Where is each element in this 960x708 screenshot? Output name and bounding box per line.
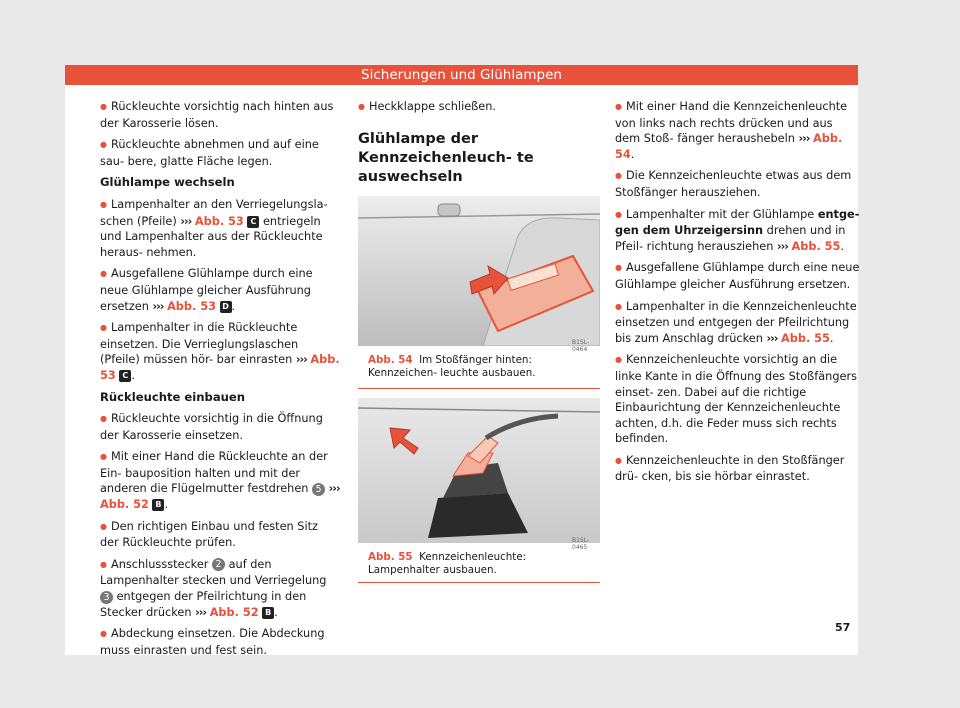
figure-code: B1SL-0465 (572, 537, 590, 551)
figure-part-badge: D (220, 301, 232, 313)
callout-number: 2 (212, 558, 225, 571)
figure-label: Abb. 54 (368, 354, 413, 366)
step-text: ● Ausgefallene Glühlampe durch eine neue Glühlampe gleicher Ausführung ersetzen ››› Abb. 53 D . (100, 266, 340, 314)
step-text: ● Lampenhalter an den Verriegelungsla- schen (Pfeile) ››› Abb. 53 C entriegeln und Lampenhalter aus der Rückleuchte heraus- nehmen. (100, 197, 340, 260)
figure-part-badge: C (119, 370, 131, 382)
step-text: ● Abdeckung einsetzen. Die Abdeckung muss einrasten und fest sein. (100, 626, 340, 658)
page-number: 57 (835, 621, 851, 634)
figure-part-badge: C (247, 216, 259, 228)
callout-number: 5 (312, 483, 325, 496)
step-text: ● Rückleuchte vorsichtig in die Öffnung der Karosserie einsetzen. (100, 411, 340, 443)
step-text: ● Mit einer Hand die Rückleuchte an der Ein- bauposition halten und mit der anderen die Flügelmutter festdrehen 5 ››› Abb. 52 B . (100, 449, 340, 512)
figure-link[interactable]: Abb. 53 (167, 299, 216, 313)
figure-link[interactable]: Abb. 52 (100, 498, 149, 512)
figure-caption: Abb. 54 Im Stoßfänger hinten: Kennzeichen- leuchte ausbauen. (368, 354, 536, 379)
figure-link[interactable]: Abb. 55 (781, 331, 830, 345)
figure-part-badge: B (152, 499, 164, 511)
step-text: ● Rückleuchte vorsichtig nach hinten aus der Karosserie lösen. (100, 99, 340, 131)
page-header: Sicherungen und Glühlampen (65, 65, 858, 85)
figure-image (358, 196, 600, 346)
figure-part-badge: B (262, 607, 274, 619)
figure-55 (358, 398, 600, 583)
figure-image (358, 398, 600, 543)
step-text: ● Die Kennzeichenleuchte etwas aus dem Stoßfänger herausziehen. (615, 168, 860, 200)
column-right (615, 99, 860, 491)
step-text: ● Lampenhalter mit der Glühlampe entge- gen dem Uhrzeigersinn drehen und in Pfeil- richtung herausziehen ››› Abb. 55. (615, 207, 860, 255)
step-text: ● Lampenhalter in die Rückleuchte einsetzen. Die Verrieglungslaschen (Pfeile) müssen hör- bar einrasten ››› Abb. 53 C . (100, 320, 340, 383)
step-text: ● Anschlussstecker 2 auf den Lampenhalter stecken und Verriegelung 3 entgegen der Pfeilrichtung in den Stecker drücken ››› Abb. 52 B . (100, 557, 340, 620)
figure-link[interactable]: Abb. 52 (209, 605, 259, 619)
column-middle (358, 99, 600, 198)
figure-link[interactable]: Abb. 54 (615, 132, 843, 161)
column-left (100, 99, 340, 664)
step-text: ● Ausgefallene Glühlampe durch eine neue Glühlampe gleicher Ausführung ersetzen. (615, 260, 860, 292)
step-text: ● Mit einer Hand die Kennzeichenleuchte von links nach rechts drücken und aus dem Stoß- fänger heraushebeln ››› Abb. 54. (615, 99, 860, 162)
subheading: Rückleuchte einbauen (100, 389, 246, 404)
figure-54 (358, 196, 600, 389)
step-text: ● Den richtigen Einbau und festen Sitz der Rückleuchte prüfen. (100, 519, 340, 551)
step-text: ● Heckklappe schließen. (358, 99, 600, 116)
step-text: ● Kennzeichenleuchte in den Stoßfänger drü- cken, bis sie hörbar einrastet. (615, 453, 860, 485)
callout-number: 3 (100, 591, 113, 604)
section-title: Glühlampe der Kennzeichenleuch- te auswechseln (358, 130, 600, 198)
subheading: Glühlampe wechseln (100, 175, 235, 190)
figure-link[interactable]: Abb. 55 (791, 239, 841, 253)
figure-label: Abb. 55 (368, 551, 413, 563)
figure-caption: Abb. 55 Kennzeichenleuchte: Lampenhalter ausbauen. (368, 551, 527, 576)
step-text: ● Kennzeichenleuchte vorsichtig an die linke Kante in die Öffnung des Stoßfängers einset- zen. Dabei auf die richtige Einbaurichtung der Kennzeichenleuchte achten, d.h. die Feder muss sich rechts befinden. (615, 352, 860, 447)
step-text: ● Lampenhalter in die Kennzeichenleuchte einsetzen und entgegen der Pfeilrichtung bis zum Anschlag drücken ››› Abb. 55. (615, 299, 860, 347)
figure-code: B1SL-0464 (572, 339, 590, 353)
step-text: ● Rückleuchte abnehmen und auf eine sau- bere, glatte Fläche legen. (100, 137, 340, 169)
figure-link[interactable]: Abb. 53 (194, 214, 244, 228)
figure-link[interactable]: Abb. 53 (100, 353, 340, 382)
